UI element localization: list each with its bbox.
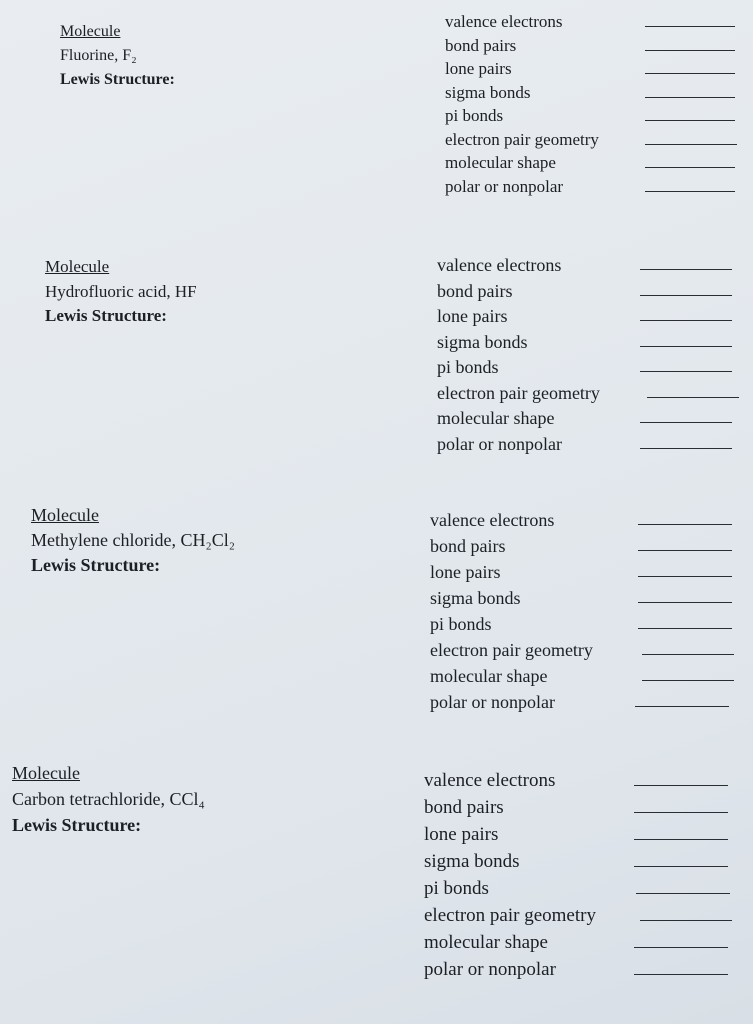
lewis-structure-label: Lewis Structure: [12, 815, 142, 835]
field-row [445, 175, 599, 199]
field-label: electron pair geometry [430, 640, 593, 660]
answer-blank[interactable] [634, 812, 728, 813]
field-row [445, 128, 599, 152]
field-label: lone pairs [424, 824, 499, 845]
field-label: pi bonds [430, 614, 492, 634]
answer-blank[interactable] [645, 144, 737, 145]
field-row [445, 10, 599, 34]
molecule-name: Carbon tetrachloride, CCl₄ [12, 789, 205, 809]
answer-blank[interactable] [640, 920, 732, 921]
answer-blank[interactable] [638, 550, 732, 551]
field-label: lone pairs [437, 306, 508, 326]
answer-blank[interactable] [640, 422, 732, 423]
field-row [445, 34, 599, 58]
answer-blank[interactable] [640, 346, 732, 347]
answer-blank[interactable] [634, 785, 728, 786]
field-label: molecular shape [445, 153, 556, 172]
field-row [437, 406, 600, 432]
answer-blank[interactable] [636, 893, 730, 894]
answer-blank[interactable] [635, 706, 729, 707]
field-label: lone pairs [430, 562, 501, 582]
answer-blank[interactable] [634, 974, 728, 975]
field-label: electron pair geometry [445, 129, 599, 149]
answer-blank[interactable] [638, 628, 732, 629]
field-label: sigma bonds [437, 331, 528, 352]
answer-blank[interactable] [634, 866, 728, 867]
answer-blank[interactable] [634, 839, 728, 840]
answer-blank[interactable] [645, 120, 735, 121]
field-row [424, 823, 596, 850]
field-row [430, 612, 593, 638]
field-label: molecular shape [424, 932, 548, 953]
answer-blank[interactable] [642, 680, 734, 681]
field-label: bond pairs [430, 536, 506, 556]
answer-blank[interactable] [645, 26, 735, 27]
field-row [437, 432, 600, 458]
field-row [445, 81, 599, 105]
field-label: lone pairs [445, 59, 512, 78]
field-label: polar or nonpolar [437, 433, 562, 454]
molecule-block-4 [12, 760, 205, 838]
field-row [437, 381, 600, 407]
field-list-3 [430, 508, 593, 716]
field-row [437, 355, 600, 381]
answer-blank[interactable] [638, 576, 732, 577]
field-label: valence electrons [430, 510, 555, 530]
molecule-name: Fluorine, F₂ [60, 47, 137, 64]
field-row [430, 586, 593, 612]
field-row [437, 253, 600, 279]
molecule-heading: Molecule [60, 23, 121, 40]
field-row [437, 304, 600, 330]
field-label: sigma bonds [430, 588, 521, 608]
field-label: electron pair geometry [437, 382, 600, 403]
lewis-structure-label: Lewis Structure: [60, 71, 175, 88]
answer-blank[interactable] [638, 602, 732, 603]
field-label: sigma bonds [445, 82, 531, 102]
field-label: sigma bonds [424, 851, 520, 872]
answer-blank[interactable] [645, 167, 735, 168]
molecule-name: Methylene chloride, CH₂Cl₂ [31, 530, 236, 550]
field-label: pi bonds [437, 357, 499, 377]
field-row [430, 638, 593, 664]
molecule-heading: Molecule [12, 763, 80, 783]
field-label: polar or nonpolar [424, 959, 556, 980]
answer-blank[interactable] [645, 73, 735, 74]
answer-blank[interactable] [634, 947, 728, 948]
field-list-4 [424, 769, 596, 985]
answer-blank[interactable] [645, 97, 735, 98]
molecule-block-2 [45, 255, 197, 329]
field-label: valence electrons [445, 12, 563, 31]
field-label: molecular shape [430, 666, 548, 686]
field-row [424, 877, 596, 904]
molecule-block-3 [31, 503, 235, 578]
answer-blank[interactable] [640, 320, 732, 321]
field-row [424, 850, 596, 877]
answer-blank[interactable] [647, 397, 739, 398]
field-label: polar or nonpolar [445, 176, 564, 196]
field-row [430, 560, 593, 586]
molecule-name: Hydrofluoric acid, HF [45, 281, 197, 301]
field-label: valence electrons [437, 255, 562, 275]
answer-blank[interactable] [645, 50, 735, 51]
answer-blank[interactable] [642, 654, 734, 655]
field-row [430, 534, 593, 560]
field-row [445, 57, 599, 81]
field-row [430, 664, 593, 690]
answer-blank[interactable] [640, 295, 732, 296]
field-label: electron pair geometry [424, 905, 596, 926]
field-row [437, 279, 600, 305]
field-list-1 [445, 10, 599, 198]
field-label: polar or nonpolar [430, 692, 555, 712]
answer-blank[interactable] [645, 191, 735, 192]
field-row [424, 904, 596, 931]
field-list-2 [437, 253, 600, 457]
field-label: bond pairs [445, 35, 517, 55]
answer-blank[interactable] [640, 269, 732, 270]
field-label: pi bonds [445, 106, 504, 125]
field-row [445, 151, 599, 175]
molecule-block-1 [60, 20, 175, 92]
molecule-heading: Molecule [31, 505, 99, 525]
field-row [445, 104, 599, 128]
field-label: molecular shape [437, 408, 555, 428]
field-row [430, 508, 593, 534]
field-row [437, 330, 600, 356]
lewis-structure-label: Lewis Structure: [45, 306, 167, 325]
field-row [424, 796, 596, 823]
field-label: pi bonds [424, 878, 489, 899]
field-row [424, 931, 596, 958]
field-label: valence electrons [424, 770, 556, 791]
field-row [430, 690, 593, 716]
answer-blank[interactable] [638, 524, 732, 525]
lewis-structure-label: Lewis Structure: [31, 555, 161, 575]
answer-blank[interactable] [640, 371, 732, 372]
field-label: bond pairs [424, 797, 504, 818]
molecule-heading: Molecule [45, 257, 110, 276]
field-row [424, 958, 596, 985]
answer-blank[interactable] [640, 448, 732, 449]
field-row [424, 769, 596, 796]
field-label: bond pairs [437, 280, 513, 301]
